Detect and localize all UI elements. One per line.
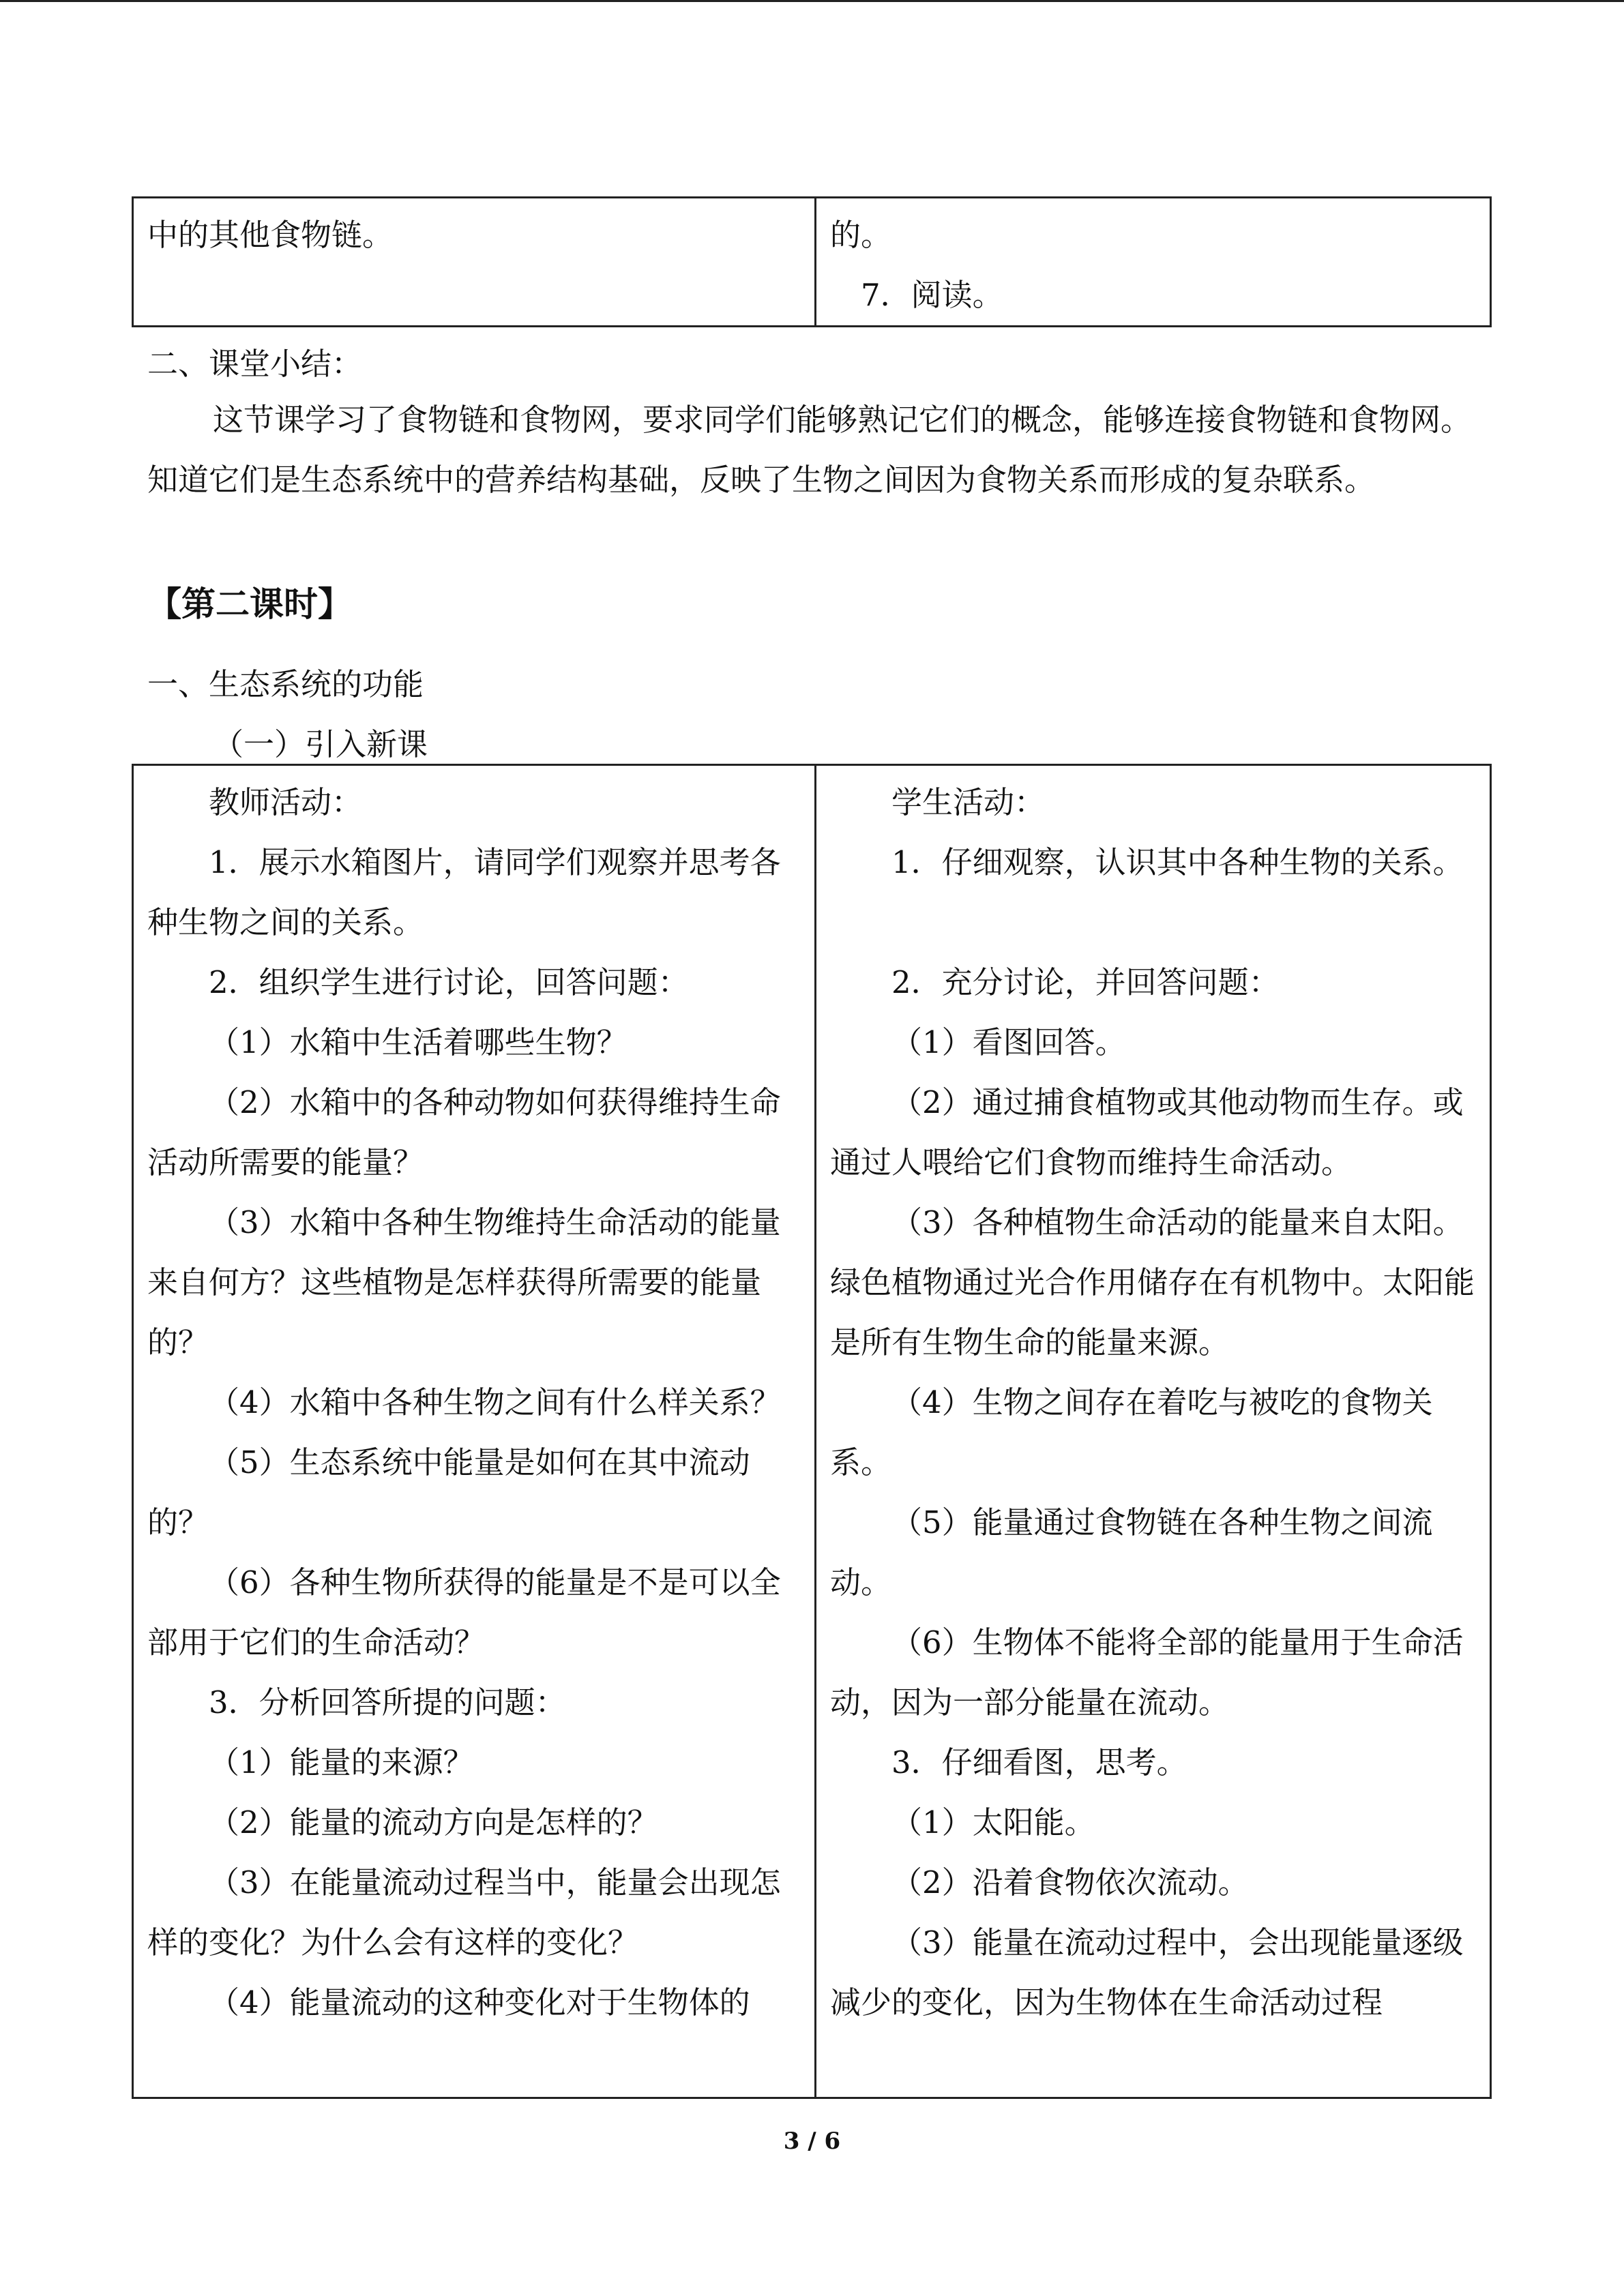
- continued-right-line: 的。: [830, 217, 892, 253]
- student-item: 2．充分讨论，并回答问题：: [891, 964, 1280, 1000]
- student-blank-line: [830, 893, 1476, 953]
- top-border-line: [0, 0, 1624, 2]
- student-item: （4）生物之间存在着吃与被吃的食物关系。: [830, 1384, 1433, 1480]
- student-item: 3．仔细看图，思考。: [891, 1744, 1187, 1780]
- teacher-item: （2）能量的流动方向是怎样的？: [209, 1804, 658, 1840]
- student-item: （3）各种植物生命活动的能量来自太阳。绿色植物通过光合作用储存在有机物中。太阳能是所有生物生命的能量来源。: [830, 1204, 1475, 1360]
- teacher-activity-cell: [133, 765, 816, 2098]
- section-subheading: （一）引入新课: [213, 726, 428, 762]
- teacher-item: 2．组织学生进行讨论，回答问题：: [209, 964, 689, 1000]
- teacher-item: （4）能量流动的这种变化对于生物体的: [209, 1984, 750, 2021]
- teacher-item: （1）水箱中生活着哪些生物？: [209, 1024, 628, 1060]
- student-item: （6）生物体不能将全部的能量用于生命活动，因为一部分能量在流动。: [830, 1624, 1464, 1720]
- section-heading: 一、生态系统的功能: [147, 666, 424, 702]
- page-number: 3 / 6: [783, 2128, 841, 2155]
- student-activity-cell: [816, 765, 1491, 2098]
- continued-right-cell: [816, 198, 1491, 327]
- summary-heading: 二、课堂小结：: [147, 346, 363, 382]
- continued-left-text: 中的其他食物链。: [147, 217, 394, 253]
- teacher-item: 3．分析回答所提的问题：: [209, 1684, 566, 1720]
- teacher-item: （5）生态系统中能量是如何在其中流动的？: [147, 1444, 750, 1540]
- summary-paragraph: 这节课学习了食物链和食物网，要求同学们能够熟记它们的概念，能够连接食物链和食物网。知道它们是生态系统中的营养结构基础，反映了生物之间因为食物关系而形成的复杂联系。: [147, 402, 1472, 498]
- student-item: （1）太阳能。: [891, 1804, 1095, 1840]
- continued-right-line: 7．阅读。: [861, 277, 1003, 313]
- teacher-activity-title: 教师活动：: [209, 784, 363, 820]
- activity-table: [132, 764, 1492, 2099]
- student-item: （2）沿着食物依次流动。: [891, 1864, 1249, 1900]
- teacher-item: （2）水箱中的各种动物如何获得维持生命活动所需要的能量？: [147, 1084, 781, 1180]
- teacher-item: （4）水箱中各种生物之间有什么样关系？: [209, 1384, 781, 1420]
- teacher-item: （6）各种生物所获得的能量是不是可以全部用于它们的生命活动？: [147, 1564, 781, 1660]
- teacher-item: （3）水箱中各种生物维持生命活动的能量来自何方？这些植物是怎样获得所需要的能量的？: [147, 1204, 781, 1360]
- student-item: （2）通过捕食植物或其他动物而生存。或通过人喂给它们食物而维持生命活动。: [830, 1084, 1464, 1180]
- lesson-title: 【第二课时】: [147, 584, 352, 624]
- student-item: （3）能量在流动过程中，会出现能量逐级减少的变化，因为生物体在生命活动过程: [830, 1924, 1464, 2021]
- student-activity-title: 学生活动：: [891, 784, 1046, 820]
- student-item: （1）看图回答。: [891, 1024, 1126, 1060]
- continued-activity-table: [132, 196, 1492, 327]
- student-item: （5）能量通过食物链在各种生物之间流动。: [830, 1504, 1433, 1600]
- teacher-item: （1）能量的来源？: [209, 1744, 474, 1780]
- teacher-item: 1．展示水箱图片，请同学们观察并思考各种生物之间的关系。: [147, 844, 781, 940]
- continued-left-cell: [133, 198, 816, 327]
- student-item: 1．仔细观察，认识其中各种生物的关系。: [891, 844, 1464, 880]
- teacher-item: （3）在能量流动过程当中，能量会出现怎样的变化？为什么会有这样的变化？: [147, 1864, 781, 1960]
